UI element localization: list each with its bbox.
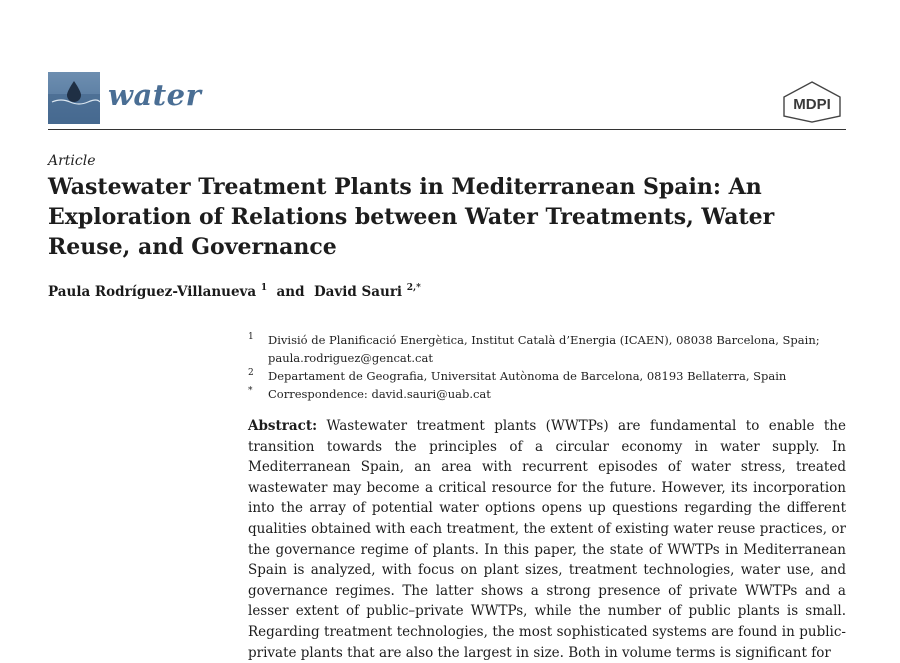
journal-logo: [48, 72, 100, 124]
article-type: Article: [48, 153, 96, 169]
author-separator: and: [271, 284, 310, 300]
affiliation-mark: *: [248, 386, 253, 396]
water-drop-icon: [48, 72, 100, 124]
header-divider: [48, 129, 846, 130]
author-name: Paula Rodríguez-Villanueva: [48, 284, 257, 300]
publisher-name: MDPI: [793, 96, 831, 113]
journal-name: water: [108, 78, 202, 112]
abstract-text: Wastewater treatment plants (WWTPs) are fundamental to enable the transition towards the principles of a circular economy in water supply. In Mediterranean Spain, an area with recurrent episodes of water stress, treated wastewater may become a critical resource for the future. However, its incorporation into the array of potential water options opens up questions regarding the different qualities obtained with each treatment, the extent of existing water reuse practices, or the governance regime of plants. In this paper, the state of WWTPs in Mediterranean Spain is analyzed, with focus on plant sizes, treatment technologies, water use, and governance regimes. The latter shows a strong presence of private WWTPs and a lesser extent of public–private WWTPs, while the number of public plants is small. Regarding treatment technologies, the most sophisticated systems are found in public-private plants that are also the largest in size. Both in volume terms is significant for: [248, 418, 846, 661]
affiliation-text: Divisió de Planificació Energètica, Institut Català d’Energia (ICAEN), 08038 Barcelona, Spain;: [268, 333, 820, 347]
publisher-logo: [778, 80, 846, 128]
affiliation-mark: 2: [248, 368, 254, 378]
author-list: [48, 283, 421, 300]
affiliation-text: Departament de Geografia, Universitat Autònoma de Barcelona, 08193 Bellaterra, Spain: [268, 369, 787, 383]
correspondence-email-link[interactable]: Correspondence: david.sauri@uab.cat: [268, 387, 491, 401]
article-title: Wastewater Treatment Plants in Mediterranean Spain: An Exploration of Relations between Water Treatments, Water Reuse, and Governance: [48, 174, 775, 260]
abstract: [248, 416, 846, 663]
affiliation-email-link[interactable]: paula.rodriguez@gencat.cat: [268, 351, 433, 365]
author-affiliation-mark: 2,*: [406, 283, 421, 293]
author-affiliation-mark: 1: [260, 283, 268, 293]
affiliation-mark: 1: [248, 332, 254, 342]
author-name: David Sauri: [313, 284, 403, 300]
abstract-label: Abstract:: [248, 418, 318, 434]
